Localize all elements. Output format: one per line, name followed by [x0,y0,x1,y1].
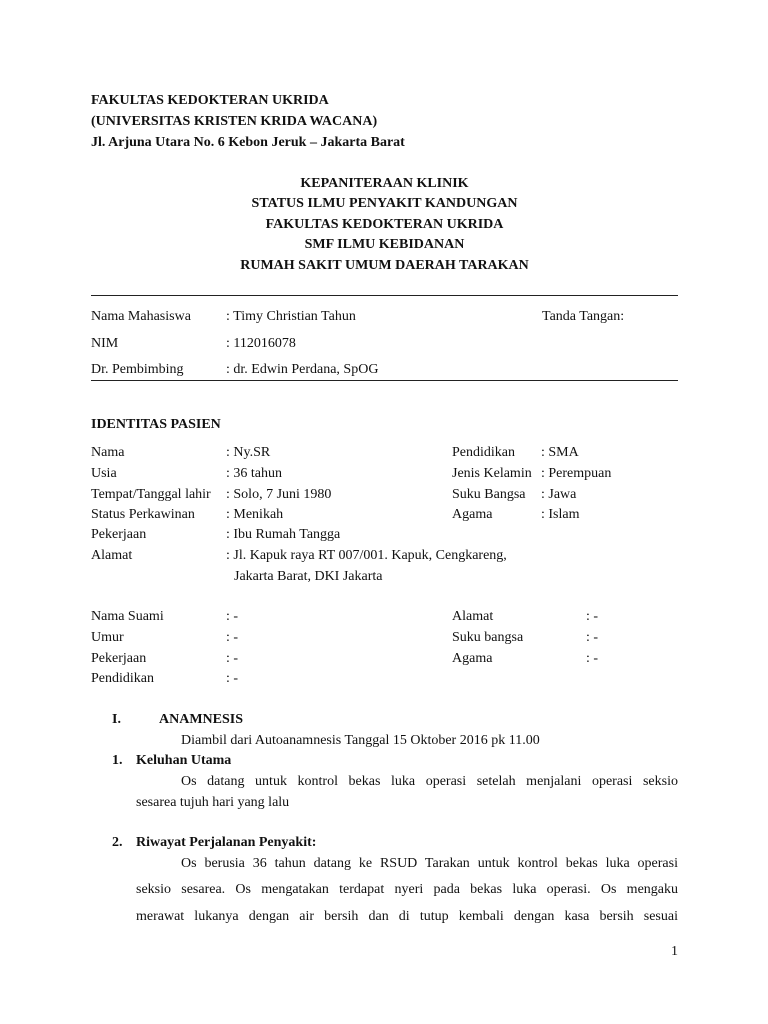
history-text-line1: Os berusia 36 tahun datang ke RSUD Tarakan untuk kontrol bekas luka operasi [181,856,678,871]
patient-identity-heading: IDENTITAS PASIEN [91,417,221,432]
patient-name-value: : Ny.SR [226,445,271,460]
patient-age-value: : 36 tahun [226,466,282,481]
supervisor-value: : dr. Edwin Perdana, SpOG [226,362,379,377]
title-line-4: SMF ILMU KEBIDANAN [304,237,465,252]
husband-religion-label: Agama [452,651,493,666]
complaint-number: 1. [112,753,123,768]
patient-education-label: Pendidikan [452,445,515,460]
husband-education-label: Pendidikan [91,671,154,686]
document-page [91,0,678,1024]
title-line-1: KEPANITERAAN KLINIK [300,176,469,191]
anamnesis-heading: ANAMNESIS [159,712,244,727]
husband-name-value: : - [226,609,239,624]
title-line-5: RUMAH SAKIT UMUM DAERAH TARAKAN [240,258,529,273]
husband-address-label: Alamat [452,609,494,624]
husband-ethnicity-value: : - [586,630,599,645]
patient-job-label: Pekerjaan [91,527,147,542]
anamnesis-intro: Diambil dari Autoanamnesis Tanggal 15 Oktober 2016 pk 11.00 [181,733,540,748]
patient-ethnicity-value: : Jawa [541,487,577,502]
student-name-value: : Timy Christian Tahun [226,309,356,324]
patient-address-line2: Jakarta Barat, DKI Jakarta [234,569,383,584]
patient-marital-label: Status Perkawinan [91,507,195,522]
patient-marital-value: : Menikah [226,507,284,522]
supervisor-label: Dr. Pembimbing [91,362,184,377]
patient-age-label: Usia [91,466,117,481]
husband-name-label: Nama Suami [91,609,164,624]
patient-name-label: Nama [91,445,125,460]
student-name-label: Nama Mahasiswa [91,309,191,324]
history-text-line2: seksio sesarea. Os mengatakan terdapat nyeri pada bekas luka operasi. Os mengaku [136,882,678,897]
complaint-heading: Keluhan Utama [136,753,232,768]
patient-address-value: : Jl. Kapuk raya RT 007/001. Kapuk, Cengkareng, [226,548,507,563]
patient-birth-value: : Solo, 7 Juni 1980 [226,487,332,502]
husband-education-value: : - [226,671,239,686]
divider-top [91,295,678,296]
page-number: 1 [671,944,678,959]
divider-bottom [91,380,678,381]
history-heading: Riwayat Perjalanan Penyakit: [136,835,317,850]
institution-address: Jl. Arjuna Utara No. 6 Kebon Jeruk – Jakarta Barat [91,135,405,150]
patient-ethnicity-label: Suku Bangsa [452,487,526,502]
patient-sex-value: : Perempuan [541,466,612,481]
patient-sex-label: Jenis Kelamin [452,466,532,481]
patient-address-label: Alamat [91,548,133,563]
history-number: 2. [112,835,123,850]
husband-religion-value: : - [586,651,599,666]
signature-label: Tanda Tangan: [542,309,625,324]
patient-religion-value: : Islam [541,507,580,522]
husband-job-value: : - [226,651,239,666]
complaint-text-line1: Os datang untuk kontrol bekas luka operasi setelah menjalani operasi seksio [181,774,678,789]
section-numeral: I. [112,712,121,727]
institution-full-name: (UNIVERSITAS KRISTEN KRIDA WACANA) [91,114,378,129]
husband-age-value: : - [226,630,239,645]
patient-religion-label: Agama [452,507,493,522]
complaint-text-line2: sesarea tujuh hari yang lalu [136,795,290,810]
patient-education-value: : SMA [541,445,579,460]
nim-value: : 112016078 [226,336,296,351]
title-line-3: FAKULTAS KEDOKTERAN UKRIDA [265,217,504,232]
history-text-line3: merawat lukanya dengan air bersih dan di tutup kembali dengan kasa bersih sesuai [136,909,678,924]
nim-label: NIM [91,336,119,351]
title-line-2: STATUS ILMU PENYAKIT KANDUNGAN [251,196,518,211]
husband-age-label: Umur [91,630,124,645]
husband-ethnicity-label: Suku bangsa [452,630,524,645]
institution-name: FAKULTAS KEDOKTERAN UKRIDA [91,93,329,108]
patient-job-value: : Ibu Rumah Tangga [226,527,341,542]
husband-job-label: Pekerjaan [91,651,147,666]
husband-address-value: : - [586,609,599,624]
patient-birth-label: Tempat/Tanggal lahir [91,487,211,502]
